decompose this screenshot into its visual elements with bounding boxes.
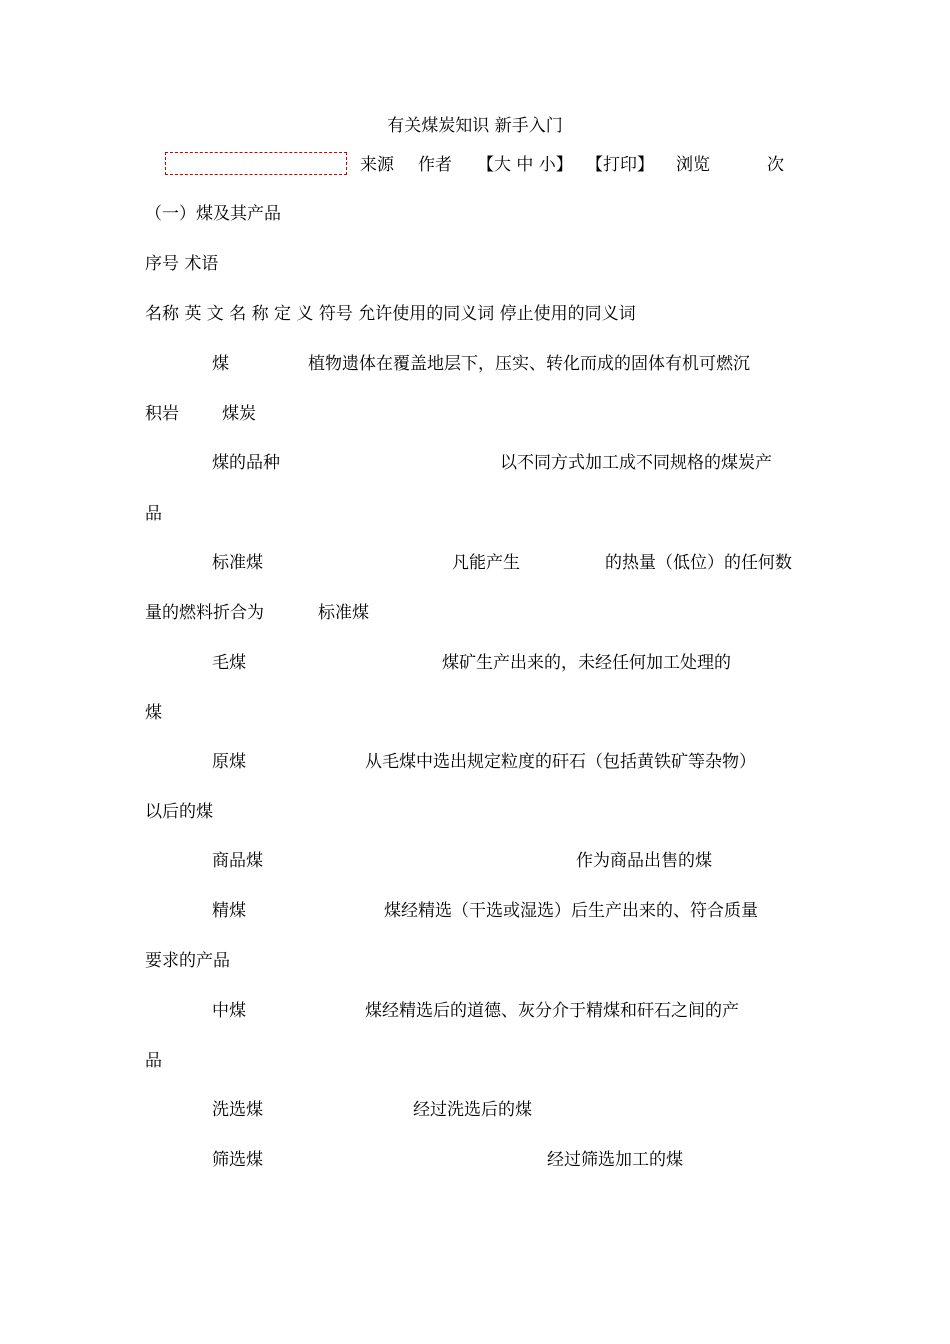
term-name: 毛煤 bbox=[212, 653, 246, 673]
term-definition-cont: 积岩 bbox=[145, 404, 179, 424]
term-name: 洗选煤 bbox=[212, 1100, 263, 1120]
term-name: 商品煤 bbox=[212, 851, 263, 871]
term-name: 精煤 bbox=[212, 901, 246, 921]
term-name: 原煤 bbox=[212, 752, 246, 772]
term-definition: 从毛煤中选出规定粒度的矸石（包括黄铁矿等杂物） bbox=[365, 752, 756, 772]
term-definition-part2: 的热量（低位）的任何数 bbox=[605, 553, 792, 573]
term-definition-cont: 煤 bbox=[145, 703, 162, 723]
term-name: 标准煤 bbox=[212, 553, 263, 573]
term-definition: 以不同方式加工成不同规格的煤炭产 bbox=[500, 453, 772, 473]
table-header-2: 名称 英 文 名 称 定 义 符号 允许使用的同义词 停止使用的同义词 bbox=[145, 304, 636, 324]
page-title: 有关煤炭知识 新手入门 bbox=[387, 116, 563, 136]
views-unit: 次 bbox=[767, 155, 784, 175]
placeholder-box bbox=[165, 152, 347, 175]
term-name: 筛选煤 bbox=[212, 1150, 263, 1170]
term-definition: 煤经精选后的道德、灰分介于精煤和矸石之间的产 bbox=[365, 1001, 739, 1021]
term-definition: 煤矿生产出来的，未经任何加工处理的 bbox=[442, 653, 731, 673]
term-name: 煤的品种 bbox=[212, 453, 280, 473]
table-header-1: 序号 术语 bbox=[145, 254, 219, 274]
term-definition: 经过筛选加工的煤 bbox=[547, 1150, 683, 1170]
term-definition-cont: 以后的煤 bbox=[145, 802, 213, 822]
section-heading: （一）煤及其产品 bbox=[145, 204, 281, 224]
term-name: 煤 bbox=[212, 354, 229, 374]
term-definition-cont: 要求的产品 bbox=[145, 951, 230, 971]
term-synonym: 煤炭 bbox=[222, 404, 256, 424]
term-definition-cont: 量的燃料折合为 bbox=[145, 603, 264, 623]
views-label: 浏览 bbox=[676, 155, 710, 175]
term-definition-cont: 品 bbox=[145, 1051, 162, 1071]
author-label: 作者 bbox=[418, 155, 452, 175]
term-definition: 植物遗体在覆盖地层下，压实、转化而成的固体有机可燃沉 bbox=[308, 354, 750, 374]
font-size-selector[interactable]: 【大 中 小】 bbox=[477, 155, 573, 175]
term-definition: 经过洗选后的煤 bbox=[413, 1100, 532, 1120]
term-definition: 作为商品出售的煤 bbox=[576, 851, 712, 871]
term-name: 中煤 bbox=[212, 1001, 246, 1021]
term-definition: 煤经精选（干选或湿选）后生产出来的、符合质量 bbox=[384, 901, 758, 921]
source-label: 来源 bbox=[360, 155, 394, 175]
term-definition-cont: 品 bbox=[145, 504, 162, 524]
term-definition: 凡能产生 bbox=[452, 553, 520, 573]
term-synonym: 标准煤 bbox=[318, 603, 369, 623]
print-link[interactable]: 【打印】 bbox=[586, 155, 654, 175]
